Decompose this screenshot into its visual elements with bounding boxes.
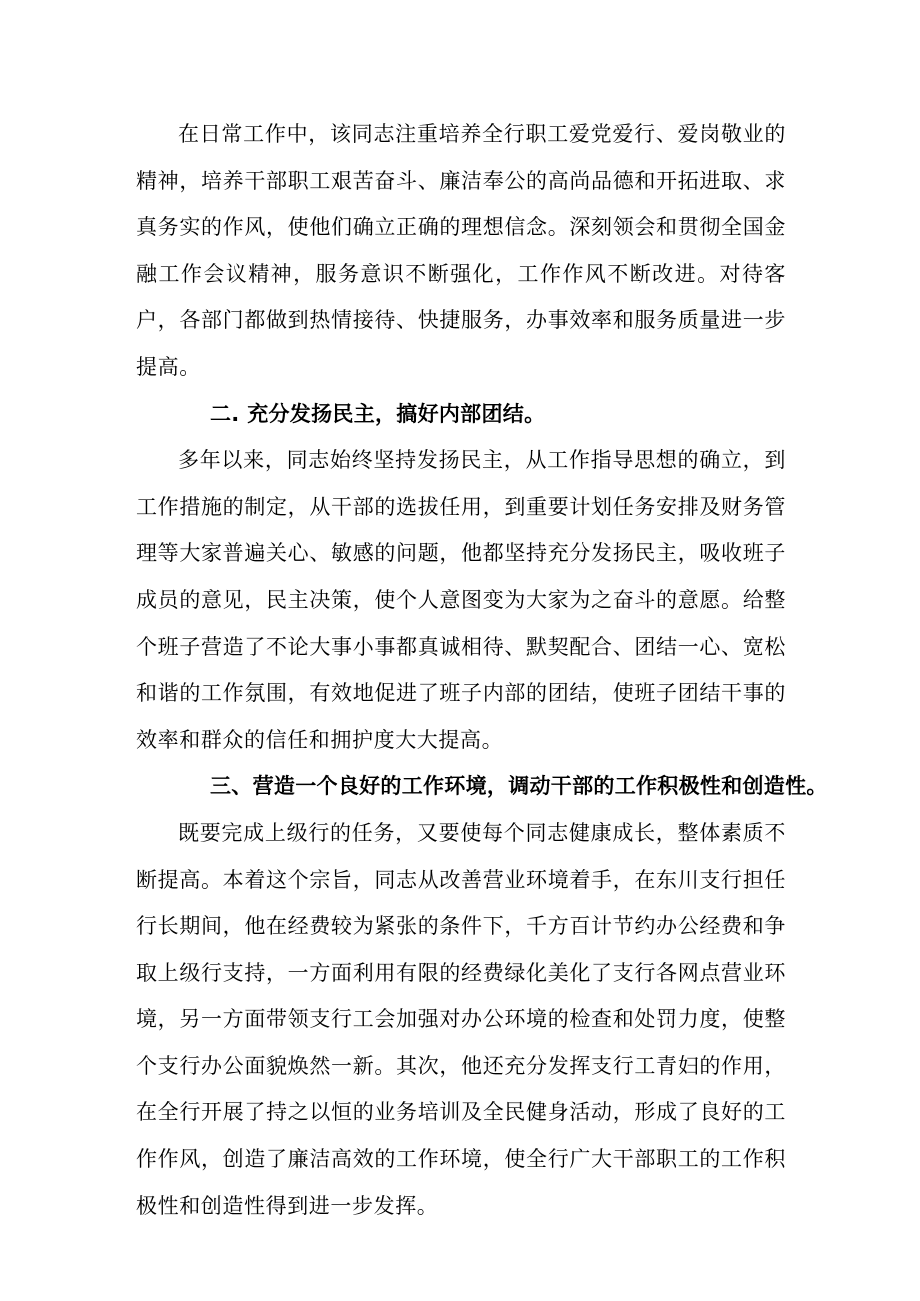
- document-body: [136, 111, 828, 1229]
- paragraph-environment: 既要完成上级行的任务，又要使每个同志健康成长，整体素质不断提高。本着这个宗旨，同志从改善营业环境着手，在东川支行担任行长期间，他在经费较为紧张的条件下，千方百计节约办公经费和争取上级行支持，一方面利用有限的经费绿化美化了支行各网点营业环境，另一方面带领支行工会加强对办公环境的检查和处罚力度，使整个支行办公面貌焕然一新。其次，他还充分发挥支行工青妇的作用，在全行开展了持之以恒的业务培训及全民健身活动，形成了良好的工作作风，创造了廉洁高效的工作环境，使全行广大干部职工的工作积极性和创造性得到进一步发挥。: [136, 820, 786, 1218]
- paragraph-daily-work: 在日常工作中，该同志注重培养全行职工爱党爱行、爱岗敬业的精神，培养干部职工艰苦奋斗、廉洁奉公的高尚品德和开拓进取、求真务实的作风，使他们确立正确的理想信念。深刻领会和贯彻全国金融工作会议精神，服务意识不断强化，工作作风不断改进。对待客户，各部门都做到热情接待、快捷服务，办事效率和服务质量进一步提高。: [136, 122, 786, 379]
- section-heading-environment: 三、营造一个良好的工作环境，调动干部的工作积极性和创造性。: [210, 774, 828, 799]
- section-heading-democracy: 二. 充分发扬民主，搞好内部团结。: [210, 401, 546, 426]
- paragraph-democracy: 多年以来，同志始终坚持发扬民主，从工作指导思想的确立，到工作措施的制定，从干部的选拔任用，到重要计划任务安排及财务管理等大家普遍关心、敏感的问题，他都坚持充分发扬民主，吸收班子成员的意见，民主决策，使个人意图变为大家为之奋斗的意愿。给整个班子营造了不论大事小事都真诚相待、默契配合、团结一心、宽松和谐的工作氛围，有效地促进了班子内部的团结，使班子团结干事的效率和群众的信任和拥护度大大提高。: [136, 448, 786, 752]
